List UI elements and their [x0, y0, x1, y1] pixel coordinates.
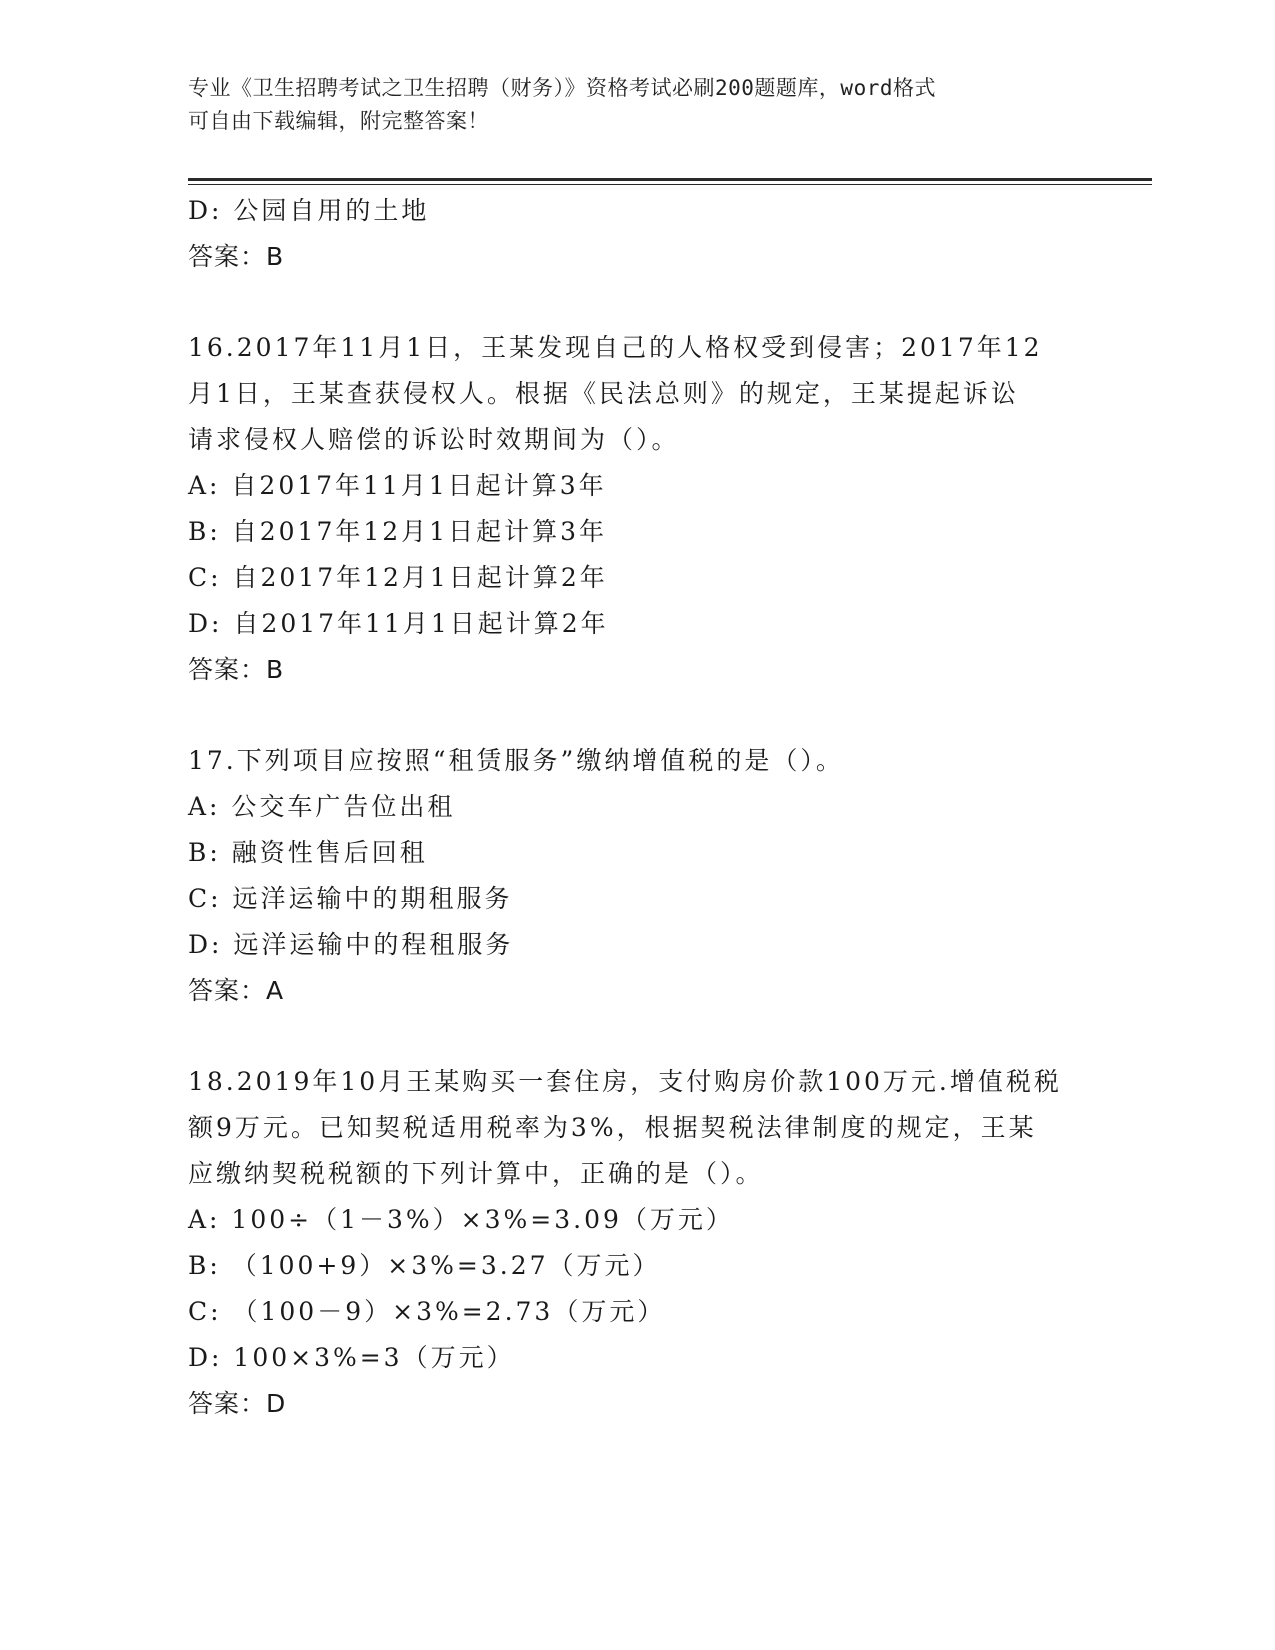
question-stem-line: 请求侵权人赔偿的诉讼时效期间为（）。 — [188, 425, 680, 454]
question-18 — [188, 1059, 1088, 1427]
option-c: C: 远洋运输中的期租服务 — [188, 884, 513, 913]
question-stem-line: 额9万元。已知契税适用税率为3%，根据契税法律制度的规定，王某 — [188, 1113, 1037, 1142]
option-b: B: 融资性售后回租 — [188, 838, 428, 867]
option-b: B: 自2017年12月1日起计算3年 — [188, 517, 607, 546]
answer-line: 答案：B — [188, 655, 285, 684]
question-stem-line: 18.2019年10月王某购买一套住房，支付购房价款100万元.增值税税 — [188, 1067, 1062, 1096]
question-stem-line: 月1日，王某查获侵权人。根据《民法总则》的规定，王某提起诉讼 — [188, 379, 1019, 408]
spacer — [188, 1014, 1088, 1059]
spacer — [188, 280, 1088, 325]
question-stem-line: 17.下列项目应按照“租赁服务”缴纳增值税的是（）。 — [188, 746, 844, 775]
option-d: D: 远洋运输中的程租服务 — [188, 930, 514, 959]
header-title-line-1: 专业《卫生招聘考试之卫生招聘（财务）》资格考试必刷200题题库，word格式 — [188, 76, 936, 100]
header-divider-thin — [188, 184, 1152, 185]
answer-line: 答案：B — [188, 242, 285, 271]
option-d: D: 自2017年11月1日起计算2年 — [188, 609, 609, 638]
question-list — [188, 188, 1088, 1427]
page-header — [188, 72, 1088, 138]
question-16 — [188, 325, 1088, 693]
option-d: D: 100×3%=3（万元） — [188, 1343, 515, 1372]
option-c: C: （100－9）×3%=2.73（万元） — [188, 1297, 666, 1326]
option-b: B: （100+9）×3%=3.27（万元） — [188, 1251, 661, 1280]
previous-question-tail — [188, 188, 1088, 280]
question-stem-line: 16.2017年11月1日，王某发现自己的人格权受到侵害；2017年12 — [188, 333, 1043, 362]
option-d: D: 公园自用的土地 — [188, 196, 430, 225]
question-stem-line: 应缴纳契税税额的下列计算中，正确的是（）。 — [188, 1159, 764, 1188]
option-a: A: 自2017年11月1日起计算3年 — [188, 471, 607, 500]
header-title-line-2: 可自由下载编辑，附完整答案！ — [188, 109, 489, 133]
option-a: A: 100÷（1－3%）×3%=3.09（万元） — [188, 1205, 734, 1234]
question-17 — [188, 738, 1088, 1014]
answer-line: 答案：D — [188, 1389, 287, 1418]
option-c: C: 自2017年12月1日起计算2年 — [188, 563, 608, 592]
answer-line: 答案：A — [188, 976, 285, 1005]
option-a: A: 公交车广告位出租 — [188, 792, 456, 821]
spacer — [188, 693, 1088, 738]
header-divider-thick — [188, 178, 1152, 181]
